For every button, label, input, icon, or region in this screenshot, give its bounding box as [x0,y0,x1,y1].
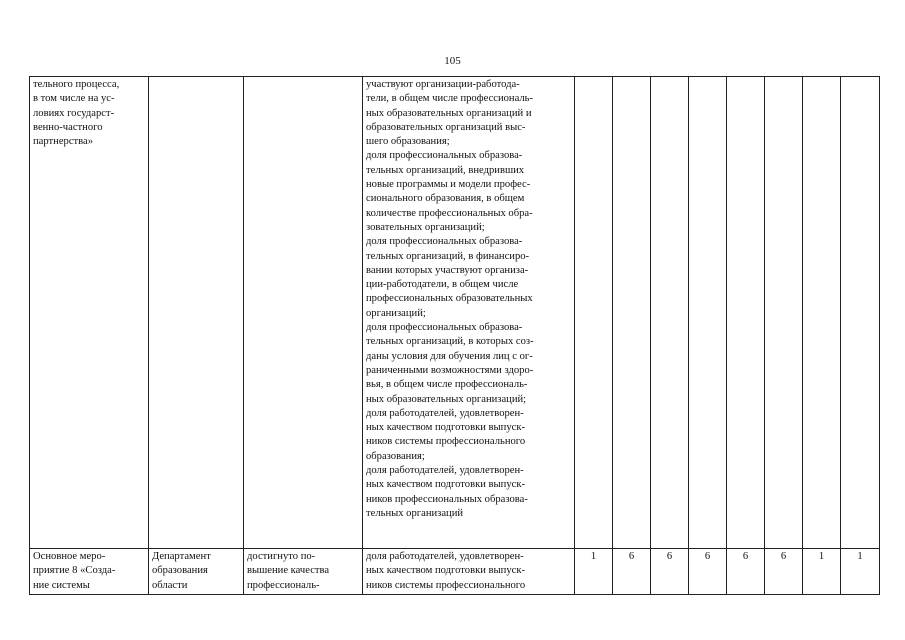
value-cell [689,77,727,549]
value-cell [841,77,880,549]
value-cell: 1 [841,549,880,595]
indicator-cell: участвуют организации-работода- тели, в общем числе профессиональ- ных образовательных организаций и образовательных организаций выс- шего образования; доля профессиональных образова- тельных организаций, внедривших новые программы и модели профес- сионального образования, в общем количестве профессиональных обра- зовательных организаций; доля профессиональных образова- тельных организаций, в финансиро- вании которых участвуют организа- ции-работодатели, в общем числе профессиональных образовательных организаций; доля профессиональных образова- тельных организаций, в которых соз- даны условия для обучения лиц с ог- раниченными возможностями здоро- вья, в общем числе профессиональ- ных образовательных организаций; доля работодателей, удовлетворен- ных качеством подготовки выпуск- ников системы профессионального образования; доля работодателей, удовлетворен- ных качеством подготовки выпуск- ников профессиональных образова- тельных организаций [363,77,575,549]
value-cell [651,77,689,549]
value-cell [613,77,651,549]
executor-cell: Департамент образования области [149,549,244,595]
value-cell [765,77,803,549]
result-cell: достигнуто по- вышение качества профессиональ- [244,549,363,595]
executor-cell [149,77,244,549]
value-cell: 6 [727,549,765,595]
value-cell: 6 [765,549,803,595]
value-cell [727,77,765,549]
measure-name-cell: Основное меро- приятие 8 «Созда- ние системы [30,549,149,595]
value-cell: 1 [803,549,841,595]
value-cell: 6 [689,549,727,595]
value-cell: 1 [575,549,613,595]
table-row [30,77,880,549]
table-row [30,549,880,595]
page-number: 105 [444,55,461,67]
result-cell [244,77,363,549]
value-cell: 6 [651,549,689,595]
value-cell [575,77,613,549]
program-table [29,76,880,595]
value-cell: 6 [613,549,651,595]
indicator-cell: доля работодателей, удовлетворен- ных качеством подготовки выпуск- ников системы профессионального [363,549,575,595]
value-cell [803,77,841,549]
measure-name-cell: тельного процесса, в том числе на ус- ловиях государст- венно-частного партнерства» [30,77,149,549]
